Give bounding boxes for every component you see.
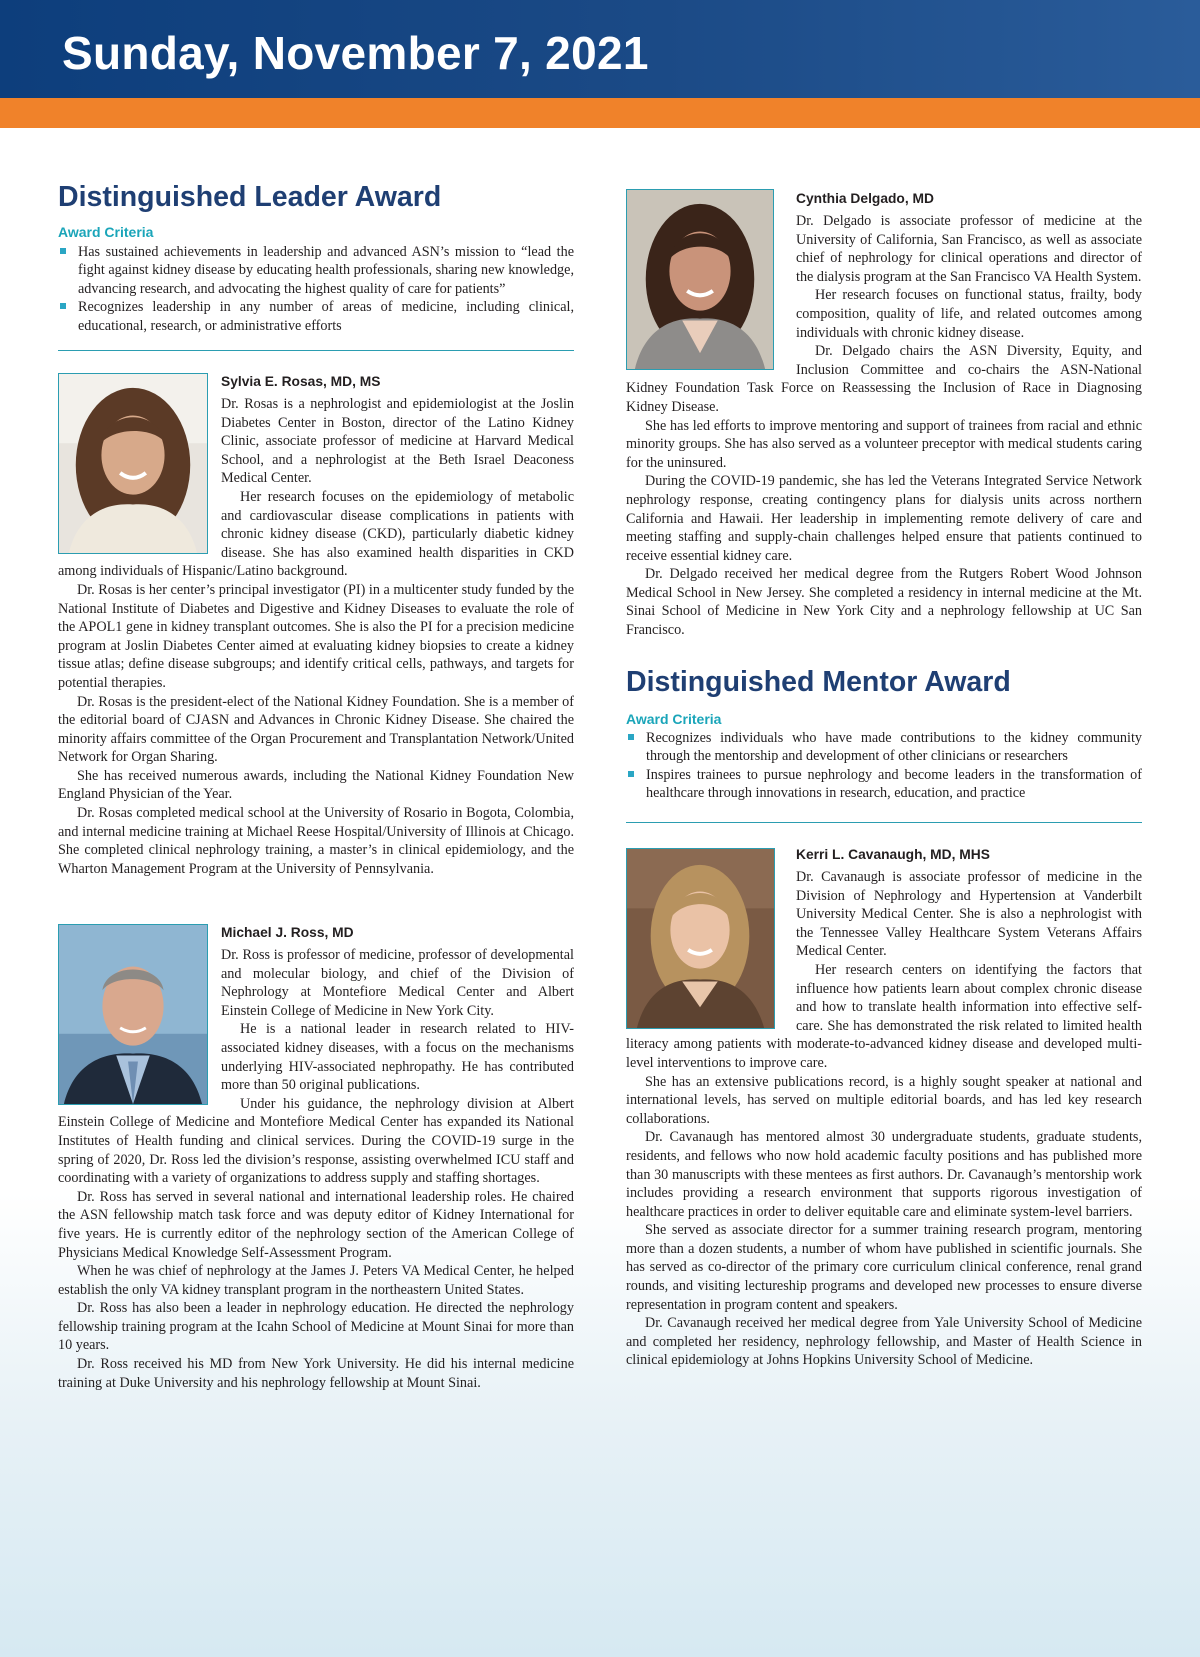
- bio-paragraph: Dr. Rosas is a nephrologist and epidemiologist at the Joslin Diabetes Center in Boston, director of the Latino Kidney Clinic, associate professor of medicine at Harvard Medical School, and a nephrologist at the Beth Israel Deaconess Medical Center.: [221, 396, 574, 487]
- criteria-item: Recognizes individuals who have made contributions to the kidney community through the mentorship and development of other clinicians or researchers: [626, 729, 1142, 766]
- bio-paragraph: Under his guidance, the nephrology division at Albert Einstein College of Medicine and Montefiore Medical Center has expanded its National Institutes of Health funding and clinical services. During the COVID-19 surge in the spring of 2020, Dr. Ross led the division’s response, assisting overwhelmed ICU staff and coordinating with a variety of organizations to address supply and staffing shortages.: [58, 1095, 574, 1187]
- divider: [626, 822, 1142, 823]
- awardee-name: Kerri L. Cavanaugh, MD, MHS: [796, 847, 990, 862]
- criteria-item: Inspires trainees to pursue nephrology and become leaders in the transformation of healthcare through innovations in research, education, and practice: [626, 766, 1142, 803]
- bio-paragraph: Dr. Delgado is associate professor of medicine at the University of California, San Francisco, as well as associate chief of nephrology for clinical operations and director of the dialysis program at the San Francisco VA Health System.: [796, 213, 1142, 285]
- mentor-award-title: Distinguished Mentor Award: [626, 666, 1011, 698]
- bio-paragraph: She has led efforts to improve mentoring and support of trainees from racial and ethnic minority groups. She has also served as a volunteer preceptor with medical students caring for the uninsured.: [626, 417, 1142, 471]
- bio-paragraph: Dr. Rosas completed medical school at the University of Rosario in Bogota, Colombia, and internal medicine training at Michael Reese Hospital/University of Illinois at Chicago. She completed clinical nephrology training, a master’s in clinical epidemiology, and the Wharton Management Program at the University of Pennsylvania.: [58, 805, 574, 877]
- bio-paragraph: Her research centers on identifying the factors that influence how patients learn about complex chronic disease and how to translate health information into effective self-care. She has demonstrated the risk related to limited health literacy among patients with moderate-to-advanced kidney disease and developed multi-level interventions to improve care.: [626, 961, 1142, 1071]
- cavanaugh-portrait: [626, 848, 775, 1029]
- bio-paragraph: Her research focuses on functional status, frailty, body composition, quality of life, and related outcomes among individuals with chronic kidney disease.: [796, 287, 1142, 341]
- bio-paragraph: Dr. Rosas is her center’s principal investigator (PI) in a multicenter study funded by the National Institute of Diabetes and Digestive and Kidney Diseases to evaluate the role of the APOL1 gene in kidney transplant outcomes. She is also the PI for a precision medicine program at Joslin Diabetes Center aimed at evaluating kidney biopsies to create a kidney tissue atlas; define disease subgroups; and identify critical cells, pathways, and targets for potential therapies.: [58, 581, 574, 691]
- bio-paragraph: She served as associate director for a summer training research program, mentoring more than a dozen students, a number of whom have published in scientific journals. She has served as co-director of the primary core curriculum clinical conference, renal grand rounds, and visiting lectureship programs and developed new processes to ensure diverse representation in program content and speakers.: [626, 1222, 1142, 1313]
- leader-criteria-list: [58, 243, 574, 335]
- bio-paragraph: Dr. Cavanaugh received her medical degree from Yale University School of Medicine and completed her residency, nephrology fellowship, and Master of Health Science in clinical epidemiology at Johns Hopkins University School of Medicine.: [626, 1315, 1142, 1369]
- bio-paragraph: Dr. Cavanaugh is associate professor of medicine in the Division of Nephrology and Hypertension at Vanderbilt University Medical Center. She is also a nephrologist with the Tennessee Valley Healthcare System Veterans Affairs Medical Center.: [796, 869, 1142, 960]
- bio-paragraph: During the COVID-19 pandemic, she has led the Veterans Integrated Service Network nephrology response, creating contingency plans for dialysis units across northern California and Hawaii. Her leadership in implementing remote delivery of care and meeting staffing and supply-chain challenges helped ensure that patients continued to receive essential kidney care.: [626, 473, 1142, 564]
- bio-paragraph: She has received numerous awards, including the National Kidney Foundation New England Physician of the Year.: [58, 767, 574, 803]
- delgado-portrait: [626, 189, 774, 370]
- bio-paragraph: He is a national leader in research related to HIV-associated kidney diseases, with a focus on the mechanisms underlying HIV-associated nephropathy. He has contributed more than 50 original publications.: [221, 1021, 574, 1094]
- awardee-name: Cynthia Delgado, MD: [796, 191, 934, 206]
- bio-paragraph: Her research focuses on the epidemiology of metabolic and cardiovascular disease complications in patients with chronic kidney disease (CKD), particularly diabetic kidney disease. She has also examined health disparities in CKD among individuals of Hispanic/Latino background.: [58, 488, 574, 580]
- bio-paragraph: Dr. Rosas is the president-elect of the National Kidney Foundation. She is a member of the editorial board of CJASN and Advances in Chronic Kidney Disease. She chaired the minority affairs committee of the Organ Procurement and Transplantation Network/United Network for Organ Sharing.: [58, 693, 574, 766]
- bio-paragraph: Dr. Ross has also been a leader in nephrology education. He directed the nephrology fellowship training program at the Icahn School of Medicine at Mount Sinai for more than 10 years.: [58, 1300, 574, 1354]
- bio-paragraph: Dr. Ross is professor of medicine, professor of developmental and molecular biology, and chief of the Division of Nephrology at Montefiore Medical Center and Albert Einstein College of Medicine in New York City.: [221, 947, 574, 1019]
- awardee-name: Sylvia E. Rosas, MD, MS: [221, 374, 381, 389]
- criteria-item: Recognizes leadership in any number of areas of medicine, including clinical, educational, research, or administrative efforts: [58, 298, 574, 335]
- rosas-portrait: [58, 373, 208, 554]
- bio-paragraph: She has an extensive publications record, is a highly sought speaker at national and international levels, has served on multiple editorial boards, and has led key research collaborations.: [626, 1073, 1142, 1127]
- bio-paragraph: When he was chief of nephrology at the James J. Peters VA Medical Center, he helped establish the only VA kidney transplant program in the northeastern United States.: [58, 1263, 574, 1298]
- bio-paragraph: Dr. Ross has served in several national and international leadership roles. He chaired the ASN fellowship match task force and was deputy editor of Kidney International for five years. He is currently editor of the nephrology section of the American College of Physicians Medical Knowledge Self-Assessment Program.: [58, 1188, 574, 1261]
- leader-award-title: Distinguished Leader Award: [58, 181, 442, 213]
- divider: [58, 350, 574, 351]
- mentor-criteria-label: Award Criteria: [626, 711, 722, 727]
- mentor-criteria-list: [626, 729, 1142, 803]
- leader-criteria-label: Award Criteria: [58, 224, 154, 240]
- page-date-title: Sunday, November 7, 2021: [62, 27, 649, 79]
- bio-paragraph: Dr. Delgado chairs the ASN Diversity, Equity, and Inclusion Committee and co-chairs the ASN-National Kidney Foundation Task Force on Reassessing the Inclusion of Race in Diagnosing Kidney Disease.: [626, 343, 1142, 415]
- bio-paragraph: Dr. Cavanaugh has mentored almost 30 undergraduate students, graduate students, residents, and fellows who now hold academic faculty positions and has published more than 30 manuscripts with these mentees as first authors. Dr. Cavanaugh’s mentorship work includes providing a research environment that supports rigorous investigation of healthcare practices in order to deliver equitable care and eliminate system-level barriers.: [626, 1129, 1142, 1220]
- bio-paragraph: Dr. Delgado received her medical degree from the Rutgers Robert Wood Johnson Medical School in New Jersey. She completed a residency in internal medicine at the Mt. Sinai School of Medicine in New York City and a nephrology fellowship at UC San Francisco.: [626, 566, 1142, 639]
- bio-paragraph: Dr. Ross received his MD from New York University. He did his internal medicine training at Duke University and his nephrology fellowship at Mount Sinai.: [58, 1356, 574, 1391]
- awardee-name: Michael J. Ross, MD: [221, 925, 354, 940]
- header-accent-stripe: [0, 98, 1200, 128]
- criteria-item: Has sustained achievements in leadership and advanced ASN’s mission to “lead the fight against kidney disease by educating health professionals, sharing new knowledge, advancing research, and advocating the highest quality of care for patients”: [58, 243, 574, 298]
- ross-portrait: [58, 924, 208, 1105]
